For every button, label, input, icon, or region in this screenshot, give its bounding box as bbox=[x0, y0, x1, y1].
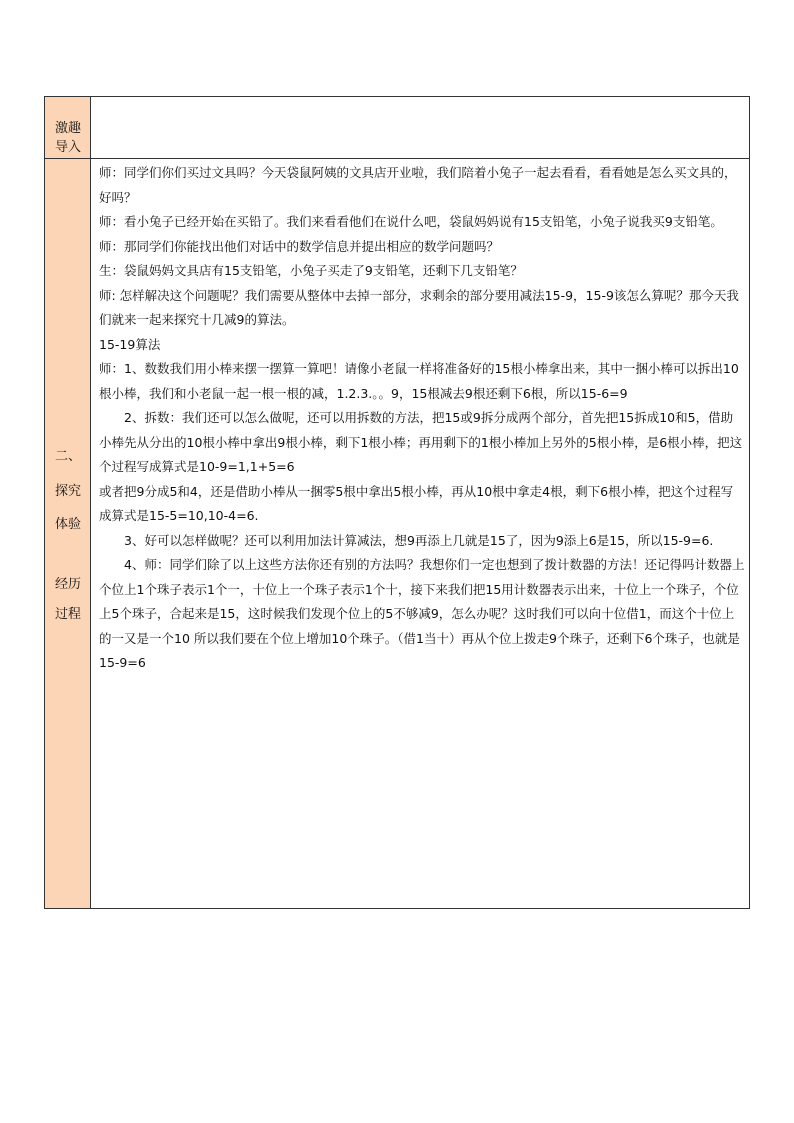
label-column bbox=[45, 97, 91, 908]
row-label-intro-line2: 导入 bbox=[54, 140, 81, 155]
paragraph: 师：那同学们你能找出他们对话中的数学信息并提出相应的数学问题吗？ bbox=[99, 238, 500, 254]
paragraph: 师：看小兔子已经开始在买铅了。我们来看看他们在说什么吧，袋鼠妈妈说有15支铅笔，小兔子说我买9支铅笔。 bbox=[99, 214, 723, 229]
row-label-section2-line2: 探究 bbox=[54, 484, 81, 499]
paragraph: 师：同学们你们买过文具吗？今天袋鼠阿姨的文具店开业啦，我们陪着小兔子一起去看看，看看她是怎么买文具的，好吗？ bbox=[99, 165, 737, 205]
paragraph: 2、拆数：我们还可以怎么做呢，还可以用拆数的方法，把15或9拆分成两个部分，首先把15拆成10和5，借助小棒先从分出的10根小棒中拿出9根小棒，剩下1根小棒；再用剩下的1根小棒加上另外的5根小棒，是6根小棒，把这个过程写成算式是10-9=1,1+5=6 bbox=[99, 410, 743, 474]
row-label-intro bbox=[45, 119, 91, 157]
paragraph: 或者把9分成5和4，还是借助小棒从一捆零5根中拿出5根小棒，再从10根中拿走4根，剩下6根小棒，把这个过程写成算式是15-5=10,10-4=6. bbox=[99, 483, 734, 523]
row-label-intro-line1: 激趣 bbox=[54, 121, 81, 136]
paragraph: 4、师：同学们除了以上这些方法你还有别的方法吗？我想你们一定也想到了拨计数器的方法！还记得吗计数器上个位上1个珠子表示1个一，十位上一个珠子表示1个十，接下来我们把15用计数器表示出来，十位上一个珠子，个位上5个珠子，合起来是15，这时候我们发现个位上的5不够减9，怎么办呢？这时我们可以向十位借1，而这个十位上的一又是一个10 所以我们要在个位上增加10个珠子。（借1当十）再从个位上拨走9个珠子，还剩下6个珠子，也就是15-9=6 bbox=[99, 557, 745, 670]
lesson-table bbox=[44, 96, 750, 909]
paragraph: 3、好可以怎样做呢？还可以利用加法计算减法，想9再添上几就是15了，因为9添上6是15，所以15-9=6. bbox=[124, 532, 714, 548]
row-label-section2-line5: 过程 bbox=[54, 607, 81, 622]
row-label-section2-line4: 经历 bbox=[54, 577, 81, 592]
paragraph: 师：1、数数我们用小棒来摆一摆算一算吧！请像小老鼠一样将准备好的15根小棒拿出来，其中一捆小棒可以拆出10根小棒，我们和小老鼠一起一根一根的减，1.2.3.。。9，15根减去9根还剩下6根，所以15-6=9 bbox=[99, 361, 739, 401]
paragraph: 师: 怎样解决这个问题呢？我们需要从整体中去掉一部分，求剩余的部分要用减法15-9，15-9该怎么算呢？那今天我们就来一起来探究十几减9的算法。 bbox=[99, 287, 739, 327]
paragraph: 生：袋鼠妈妈文具店有15支铅笔，小兔子买走了9支铅笔，还剩下几支铅笔？ bbox=[99, 263, 523, 278]
row-label-section2-line1: 二、 bbox=[54, 449, 81, 464]
row-divider bbox=[45, 158, 749, 159]
lesson-content bbox=[99, 161, 745, 676]
row-label-section2-line3: 体验 bbox=[54, 517, 81, 532]
paragraph: 15-19算法 bbox=[99, 336, 161, 352]
